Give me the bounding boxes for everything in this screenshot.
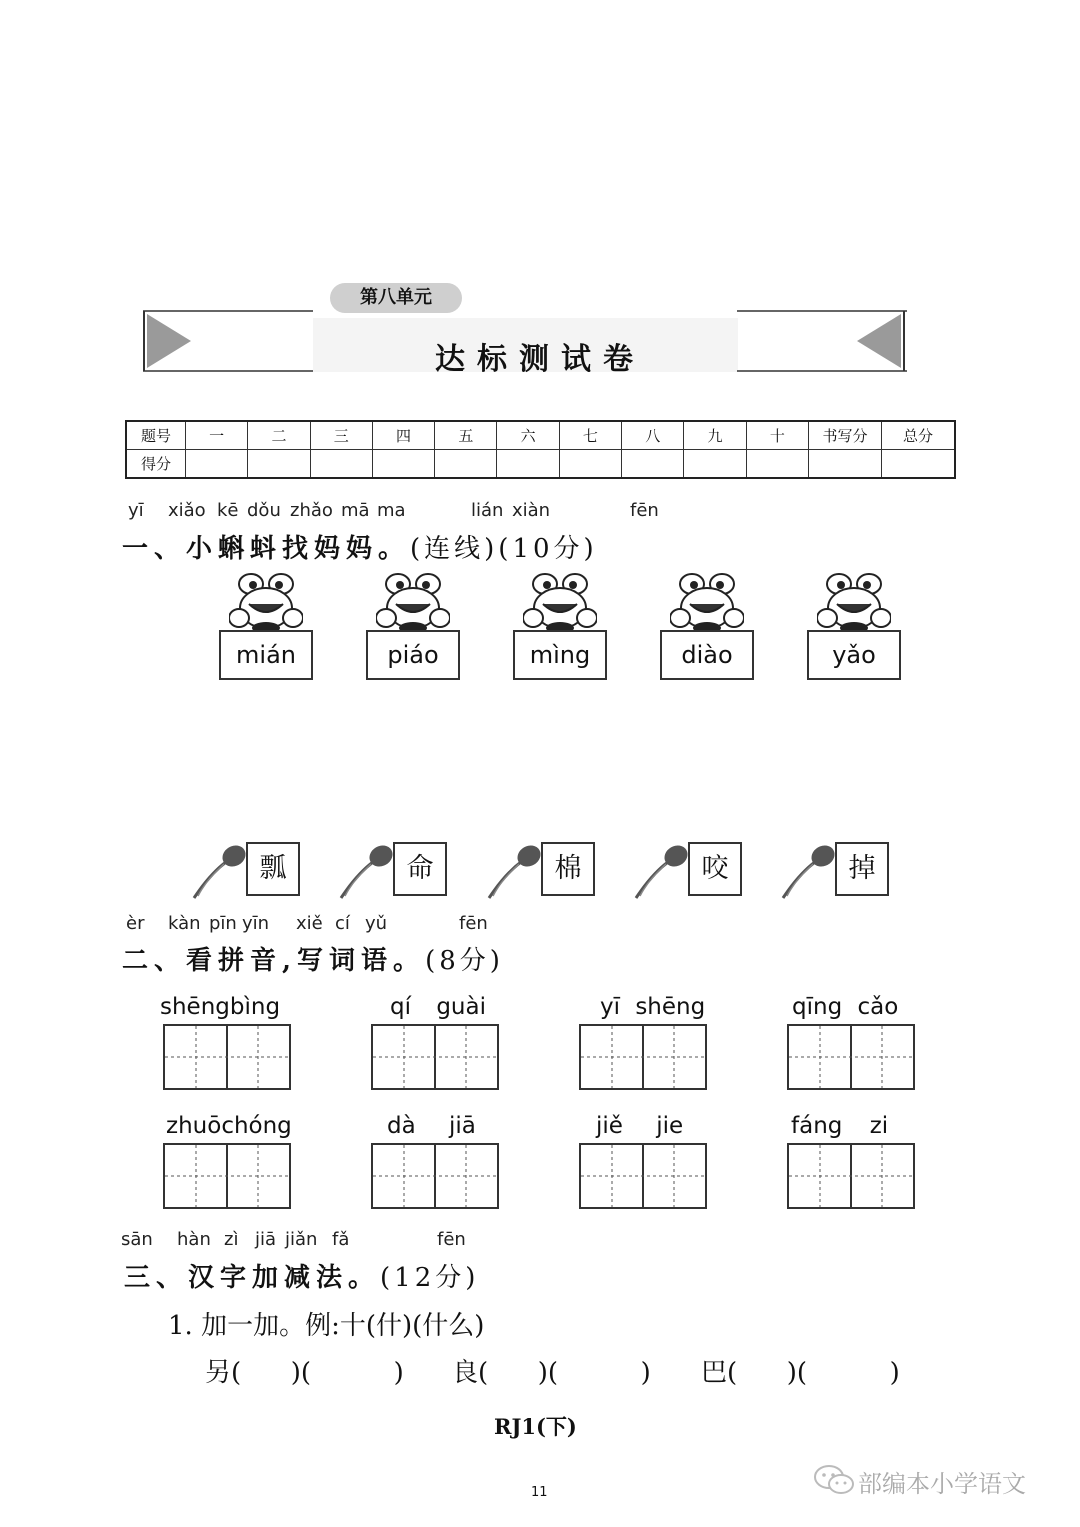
writing-grid[interactable]	[787, 1024, 915, 1090]
score-cell[interactable]	[559, 450, 621, 479]
add-item[interactable]	[452, 1352, 651, 1389]
writing-grid[interactable]	[787, 1143, 915, 1209]
grid-guides	[373, 1026, 497, 1088]
tadpole-card[interactable]	[337, 838, 447, 900]
left-banner-decoration	[143, 310, 313, 372]
grid-guides	[373, 1145, 497, 1207]
word-pinyin	[160, 994, 280, 1020]
grid-guides	[581, 1145, 705, 1207]
pinyin-syllable: fēn	[630, 500, 659, 521]
section1-heading-text: 一、小蝌蚪找妈妈。	[122, 534, 411, 564]
score-table-col: 六	[497, 421, 559, 450]
word-pinyin-a: qí	[390, 994, 411, 1020]
pinyin-syllable: cí	[335, 913, 350, 934]
frog-icon	[523, 570, 597, 634]
score-table-col: 一	[186, 421, 248, 450]
add-item-char: 巴	[701, 1358, 728, 1388]
section3-heading	[124, 1257, 479, 1294]
writing-grid[interactable]	[579, 1143, 707, 1209]
word-pinyin	[792, 994, 898, 1020]
word-pinyin-a: shēng	[160, 994, 230, 1020]
grid-guides	[789, 1026, 913, 1088]
pinyin-syllable: pīn	[209, 913, 237, 934]
pinyin-syllable: kē	[217, 500, 239, 521]
section3-heading-tail: (12分)	[380, 1263, 480, 1293]
writing-grid[interactable]	[163, 1143, 291, 1209]
grid-guides	[581, 1026, 705, 1088]
score-table-col: 九	[684, 421, 746, 450]
left-arrow-icon	[857, 314, 901, 368]
score-table-col: 二	[248, 421, 310, 450]
pinyin-syllable: fēn	[437, 1229, 466, 1250]
frog-pinyin-box: mìng	[513, 630, 607, 680]
pinyin-syllable: èr	[126, 913, 145, 934]
section2-heading	[122, 940, 504, 977]
tadpole-char-box: 咬	[688, 842, 742, 896]
score-cell[interactable]	[882, 450, 956, 479]
word-pinyin-a: dà	[387, 1113, 416, 1139]
add-item-blank[interactable]: ( )( )	[478, 1358, 651, 1388]
score-table-col: 七	[559, 421, 621, 450]
score-cell[interactable]	[248, 450, 310, 479]
score-cell[interactable]	[746, 450, 808, 479]
score-cell[interactable]	[809, 450, 882, 479]
word-pinyin	[387, 1113, 476, 1139]
word-pinyin	[596, 1113, 683, 1139]
add-item-blank[interactable]: ( )( )	[727, 1358, 900, 1388]
pinyin-syllable: zhǎo	[290, 500, 333, 521]
pinyin-syllable: lián	[471, 500, 504, 521]
word-pinyin-a: fáng	[791, 1113, 843, 1139]
score-table-header-row	[126, 421, 955, 450]
section1-heading	[122, 528, 598, 565]
grid-guides	[789, 1145, 913, 1207]
word-pinyin-a: zhuō	[166, 1113, 222, 1139]
score-table-col: 书写分	[809, 421, 882, 450]
grid-guides	[165, 1145, 289, 1207]
tadpole-card[interactable]	[779, 838, 889, 900]
grid-guides	[165, 1026, 289, 1088]
frog-pinyin-box: yǎo	[807, 630, 901, 680]
score-cell[interactable]	[497, 450, 559, 479]
writing-grid[interactable]	[371, 1024, 499, 1090]
word-pinyin-b: jie	[656, 1113, 684, 1139]
tadpole-char-box: 命	[393, 842, 447, 896]
frog-icon	[229, 570, 303, 634]
score-table-col: 四	[372, 421, 434, 450]
score-table-row2-label: 得分	[126, 450, 186, 479]
word-pinyin-b: bìng	[229, 994, 281, 1020]
section3-heading-text: 三、汉字加减法。	[124, 1263, 381, 1293]
frog-pinyin-box: diào	[660, 630, 754, 680]
watermark	[812, 1460, 1052, 1500]
word-pinyin-b: guài	[436, 994, 486, 1020]
score-cell[interactable]	[684, 450, 746, 479]
score-table-row1-label: 题号	[126, 421, 186, 450]
add-item-char: 良	[452, 1358, 479, 1388]
tadpole-icon	[779, 840, 839, 900]
pinyin-syllable: yǔ	[365, 913, 388, 934]
score-table-col: 三	[310, 421, 372, 450]
score-table-col: 总分	[882, 421, 956, 450]
tadpole-char-box: 棉	[541, 842, 595, 896]
score-table-score-row	[126, 450, 955, 479]
add-item[interactable]	[205, 1352, 404, 1389]
tadpole-icon	[485, 840, 545, 900]
score-table-col: 八	[622, 421, 684, 450]
tadpole-card[interactable]	[632, 838, 742, 900]
frog-pinyin-box: piáo	[366, 630, 460, 680]
tadpole-card[interactable]	[485, 838, 595, 900]
unit-label: 第八单元	[330, 283, 462, 313]
score-table	[125, 420, 956, 479]
section2-heading-text: 二、看拼音,写词语。	[122, 946, 426, 976]
frog-card[interactable]	[219, 570, 313, 680]
pinyin-syllable: fēn	[459, 913, 488, 934]
pinyin-syllable: kàn	[168, 913, 201, 934]
tadpole-card[interactable]	[190, 838, 300, 900]
section1-heading-tail: (连线)(10分)	[410, 534, 598, 564]
score-table-col: 五	[435, 421, 497, 450]
word-pinyin	[600, 994, 705, 1020]
word-pinyin-a: yī	[600, 994, 621, 1020]
tadpole-icon	[632, 840, 692, 900]
pinyin-syllable: fǎ	[332, 1229, 350, 1250]
frog-card[interactable]	[807, 570, 901, 680]
watermark-text: 部编本小学语文	[858, 1470, 1026, 1498]
score-cell[interactable]	[372, 450, 434, 479]
score-cell[interactable]	[186, 450, 248, 479]
frog-pinyin-box: mián	[219, 630, 313, 680]
word-pinyin	[166, 1113, 292, 1139]
writing-grid[interactable]	[371, 1143, 499, 1209]
pinyin-syllable: xiàn	[512, 500, 551, 521]
word-pinyin	[791, 1113, 888, 1139]
tadpole-icon	[337, 840, 397, 900]
add-item[interactable]	[701, 1352, 900, 1389]
question-1-prompt: 1. 加一加。例:十(什)(什么)	[168, 1311, 485, 1341]
pinyin-syllable: jiǎn	[285, 1229, 318, 1250]
tadpole-icon	[190, 840, 250, 900]
pinyin-syllable: yīn	[242, 913, 270, 934]
word-pinyin-b: jiā	[449, 1113, 476, 1139]
pinyin-syllable: ma	[377, 500, 406, 521]
writing-grid[interactable]	[163, 1024, 291, 1090]
frog-card[interactable]	[513, 570, 607, 680]
add-item-blank[interactable]: ( )( )	[231, 1358, 404, 1388]
score-table-col: 十	[746, 421, 808, 450]
writing-grid[interactable]	[579, 1024, 707, 1090]
word-pinyin-b: zi	[869, 1113, 889, 1139]
score-cell[interactable]	[435, 450, 497, 479]
frog-card[interactable]	[366, 570, 460, 680]
page-number: 11	[531, 1485, 548, 1500]
wechat-icon	[812, 1462, 856, 1498]
page-title: 达标测试卷	[435, 342, 645, 377]
pinyin-syllable: sān	[121, 1229, 153, 1250]
pinyin-syllable: zì	[224, 1229, 239, 1250]
pinyin-syllable: xiě	[296, 913, 323, 934]
score-cell[interactable]	[622, 450, 684, 479]
pinyin-syllable: xiǎo	[168, 500, 206, 521]
pinyin-syllable: mā	[341, 500, 370, 521]
frog-icon	[817, 570, 891, 634]
score-cell[interactable]	[310, 450, 372, 479]
word-pinyin	[390, 994, 486, 1020]
frog-icon	[376, 570, 450, 634]
right-banner-decoration	[737, 310, 907, 372]
section2-heading-tail: (8分)	[425, 946, 504, 976]
edition-label: RJ1(下)	[494, 1414, 577, 1439]
pinyin-syllable: dǒu	[247, 500, 281, 521]
word-pinyin-b: shēng	[635, 994, 706, 1020]
word-pinyin-a: qīng	[792, 994, 843, 1020]
word-pinyin-a: jiě	[596, 1113, 623, 1139]
pinyin-syllable: yī	[128, 500, 144, 521]
pinyin-syllable: jiā	[255, 1229, 277, 1250]
frog-card[interactable]	[660, 570, 754, 680]
add-item-char: 另	[205, 1358, 232, 1388]
word-pinyin-b: cǎo	[857, 994, 899, 1020]
tadpole-char-box: 瓢	[246, 842, 300, 896]
frog-icon	[670, 570, 744, 634]
word-pinyin-b: chóng	[221, 1113, 292, 1139]
tadpole-char-box: 掉	[835, 842, 889, 896]
pinyin-syllable: hàn	[177, 1229, 211, 1250]
